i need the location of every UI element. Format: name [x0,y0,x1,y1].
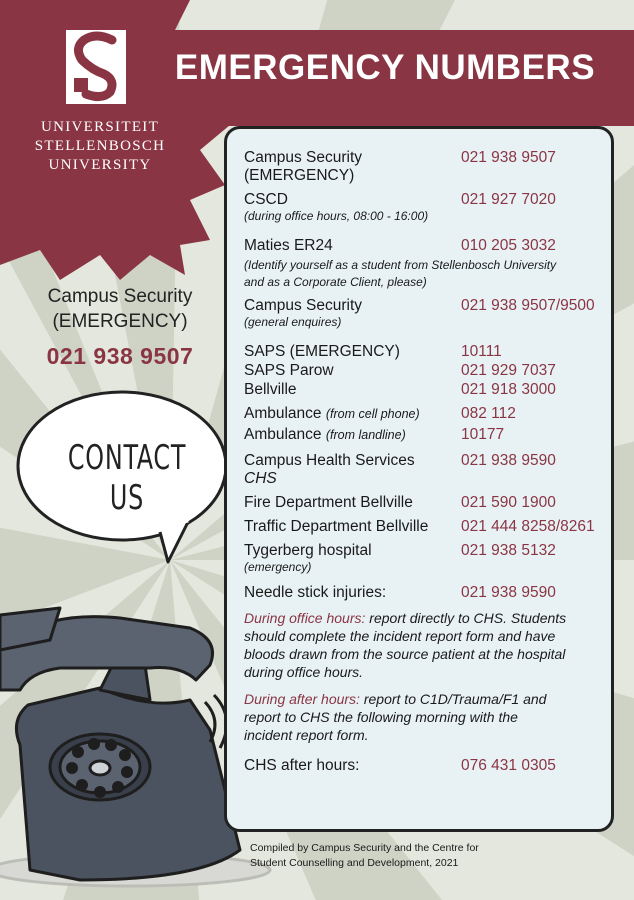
university-name-line: STELLENBOSCH [34,138,166,154]
note-text: report to C1D/Trauma/F1 and [359,691,547,707]
contact-name: Campus Security [244,149,363,166]
note-text: bloods drawn from the source patient at the hospital [244,646,566,662]
contact-note: (Identify yourself as a student from Stellenbosch University [244,258,557,272]
contact-number: 010 205 3032 [461,237,556,254]
contact-number: 021 938 9590 [461,452,556,469]
contact-note: (emergency) [244,560,312,574]
contact-number: 082 112 [461,405,516,422]
after-hours-lead: During after hours: [244,691,360,707]
contact-name: Campus Security [244,297,363,314]
featured-contact-name: Campus Security [47,286,193,307]
contact-number: 076 431 0305 [461,757,556,774]
contact-name: Needle stick injuries: [244,584,387,601]
footer-line: Compiled by Campus Security and the Centre for [250,842,479,854]
contact-name: Bellville [244,381,297,398]
note-text: report to CHS the following morning with the [244,709,518,725]
contact-name: Fire Department Bellville [244,494,413,511]
note-text: incident report form. [244,727,369,743]
university-name-line: UNIVERSITY [48,157,152,173]
contact-number: 021 590 1900 [461,494,556,511]
contact-number: 021 927 7020 [461,191,556,208]
contact-number: 021 444 8258/8261 [461,518,595,535]
contact-name: Traffic Department Bellville [244,518,429,535]
university-name [20,118,180,175]
contact-name: Tygerberg hospital [244,542,372,559]
contact-number: 021 938 9507 [461,149,556,166]
contact-name: Maties ER24 [244,237,333,254]
office-hours-lead: During office hours: [244,610,366,626]
university-logo-icon [66,30,126,104]
contact-name: SAPS Parow [244,362,334,379]
office-hours-note [244,609,614,681]
contact-number: 021 929 7037 [461,362,556,379]
contact-number: 021 918 3000 [461,381,556,398]
contact-name: Ambulance [244,426,322,443]
page-title: EMERGENCY NUMBERS [174,48,596,87]
note-text: should complete the incident report form and have [244,628,556,644]
university-name-line: UNIVERSITEIT [40,119,160,135]
note-text: during office hours. [244,664,364,680]
after-hours-note [244,690,614,744]
contact-note: (during office hours, 08:00 - 16:00) [244,209,429,223]
contact-number: 10177 [461,426,505,443]
contact-number: 021 938 9507/9500 [461,297,595,314]
featured-contact-label [20,284,220,334]
contact-name: Ambulance [244,405,322,422]
contact-name: Campus Health Services [244,452,415,469]
contact-name: CSCD [244,191,288,208]
featured-contact-number: 021 938 9507 [46,343,194,369]
contact-number: 10111 [461,343,502,360]
contact-name-line2: CHS [244,470,277,487]
contact-note: (from cell phone) [325,407,420,421]
contact-note: (general enquires) [244,315,342,329]
contact-number: 021 938 9590 [461,584,556,601]
contact-name-line2: (EMERGENCY) [244,167,355,184]
contact-note: (from landline) [325,428,406,442]
contact-name: CHS after hours: [244,757,360,774]
contact-note: and as a Corporate Client, please) [244,275,427,289]
footer-line: Student Counselling and Development, 2021 [250,857,459,869]
contact-number: 021 938 5132 [461,542,556,559]
contact-name: SAPS (EMERGENCY) [244,343,400,360]
footer-credit [250,841,600,871]
note-text: report directly to CHS. Students [365,610,567,626]
featured-contact-qualifier: (EMERGENCY) [52,311,188,332]
contact-us-bubble-text: CONTACT US [67,438,187,518]
